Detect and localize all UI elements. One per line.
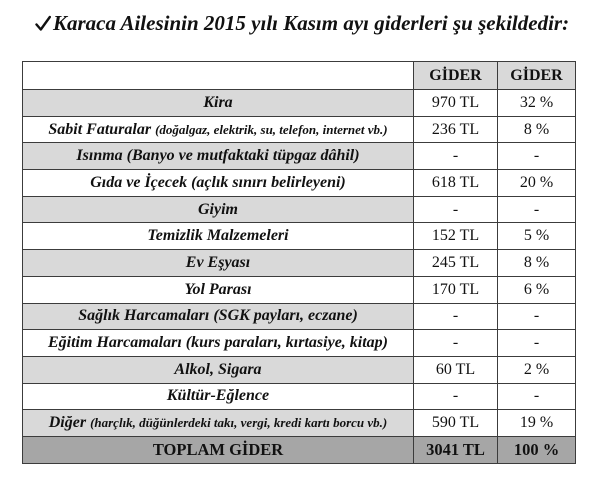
expense-amount: 60 TL xyxy=(414,356,498,383)
expense-label-cell xyxy=(23,303,414,330)
expense-amount: 170 TL xyxy=(414,276,498,303)
expense-label-cell xyxy=(23,196,414,223)
expense-table xyxy=(22,61,576,464)
expense-amount: 970 TL xyxy=(414,90,498,117)
expense-row xyxy=(23,303,576,330)
page-title xyxy=(35,10,569,36)
expense-label: Kira xyxy=(203,93,233,111)
expense-amount: - xyxy=(414,143,498,170)
expense-label: Kültür-Eğlence xyxy=(166,387,270,405)
total-percent: 100 % xyxy=(498,436,576,463)
expense-label: Sağlık Harcamaları (SGK payları, eczane) xyxy=(78,307,358,325)
expense-row xyxy=(23,383,576,410)
expense-row xyxy=(23,276,576,303)
expense-label: Ev Eşyası xyxy=(185,253,251,271)
expense-label-cell xyxy=(23,356,414,383)
expense-label-cell xyxy=(23,143,414,170)
total-row xyxy=(23,436,576,463)
expense-label-cell xyxy=(23,383,414,410)
expense-label-cell xyxy=(23,410,414,437)
expense-label-cell xyxy=(23,90,414,117)
expense-percent: 32 % xyxy=(498,90,576,117)
expense-amount: 590 TL xyxy=(414,410,498,437)
expense-percent: - xyxy=(498,143,576,170)
expense-row xyxy=(23,196,576,223)
expense-label: Eğitim Harcamaları (kurs paraları, kırtasiye, kitap) xyxy=(47,334,389,352)
expense-label: Isınma (Banyo ve mutfaktaki tüpgaz dâhil) xyxy=(76,147,360,165)
expense-percent: - xyxy=(498,196,576,223)
check-icon-graphic xyxy=(35,15,51,32)
check-icon xyxy=(35,15,51,32)
expense-label: Diğer xyxy=(48,414,87,432)
header-amount: GİDER xyxy=(414,62,498,90)
expense-note: (harçlık, düğünlerdeki takı, vergi, kredi kartı borcu vb.) xyxy=(90,415,388,431)
expense-label-cell xyxy=(23,116,414,143)
expense-percent: 8 % xyxy=(498,116,576,143)
expense-label: Yol Parası xyxy=(184,280,252,298)
expense-label: Giyim xyxy=(198,200,238,218)
expense-amount: - xyxy=(414,383,498,410)
expense-row xyxy=(23,356,576,383)
expense-amount: 152 TL xyxy=(414,223,498,250)
expense-row xyxy=(23,330,576,357)
expense-amount: - xyxy=(414,303,498,330)
expense-label: Alkol, Sigara xyxy=(174,360,262,378)
expense-row xyxy=(23,223,576,250)
expense-label: Gıda ve İçecek (açlık sınırı belirleyeni) xyxy=(90,173,346,191)
expense-label-cell xyxy=(23,223,414,250)
expense-row xyxy=(23,250,576,277)
expense-row xyxy=(23,143,576,170)
expense-amount: 236 TL xyxy=(414,116,498,143)
expense-label: Sabit Faturalar xyxy=(48,120,152,138)
expense-amount: - xyxy=(414,330,498,357)
expense-amount: - xyxy=(414,196,498,223)
expense-percent: 8 % xyxy=(498,250,576,277)
expense-amount: 245 TL xyxy=(414,250,498,277)
expense-percent: 20 % xyxy=(498,170,576,197)
expense-row xyxy=(23,90,576,117)
expense-row xyxy=(23,410,576,437)
page-title-text: Karaca Ailesinin 2015 yılı Kasım ayı giderleri şu şekildedir: xyxy=(53,11,570,35)
expense-percent: 2 % xyxy=(498,356,576,383)
expense-percent: 5 % xyxy=(498,223,576,250)
expense-percent: - xyxy=(498,383,576,410)
total-amount: 3041 TL xyxy=(414,436,498,463)
expense-row xyxy=(23,170,576,197)
header-percent: GİDER xyxy=(498,62,576,90)
expense-note: (doğalgaz, elektrik, su, telefon, internet vb.) xyxy=(155,121,388,137)
expense-percent: 19 % xyxy=(498,410,576,437)
expense-label-cell xyxy=(23,276,414,303)
expense-label: Temizlik Malzemeleri xyxy=(147,227,289,245)
header-blank-cell xyxy=(23,62,414,90)
expense-row xyxy=(23,116,576,143)
expense-percent: 6 % xyxy=(498,276,576,303)
expense-percent: - xyxy=(498,330,576,357)
table-header-row xyxy=(23,62,576,90)
total-label: TOPLAM GİDER xyxy=(23,436,414,463)
expense-percent: - xyxy=(498,303,576,330)
expense-label-cell xyxy=(23,330,414,357)
expense-label-cell xyxy=(23,250,414,277)
expense-amount: 618 TL xyxy=(414,170,498,197)
expense-label-cell xyxy=(23,170,414,197)
